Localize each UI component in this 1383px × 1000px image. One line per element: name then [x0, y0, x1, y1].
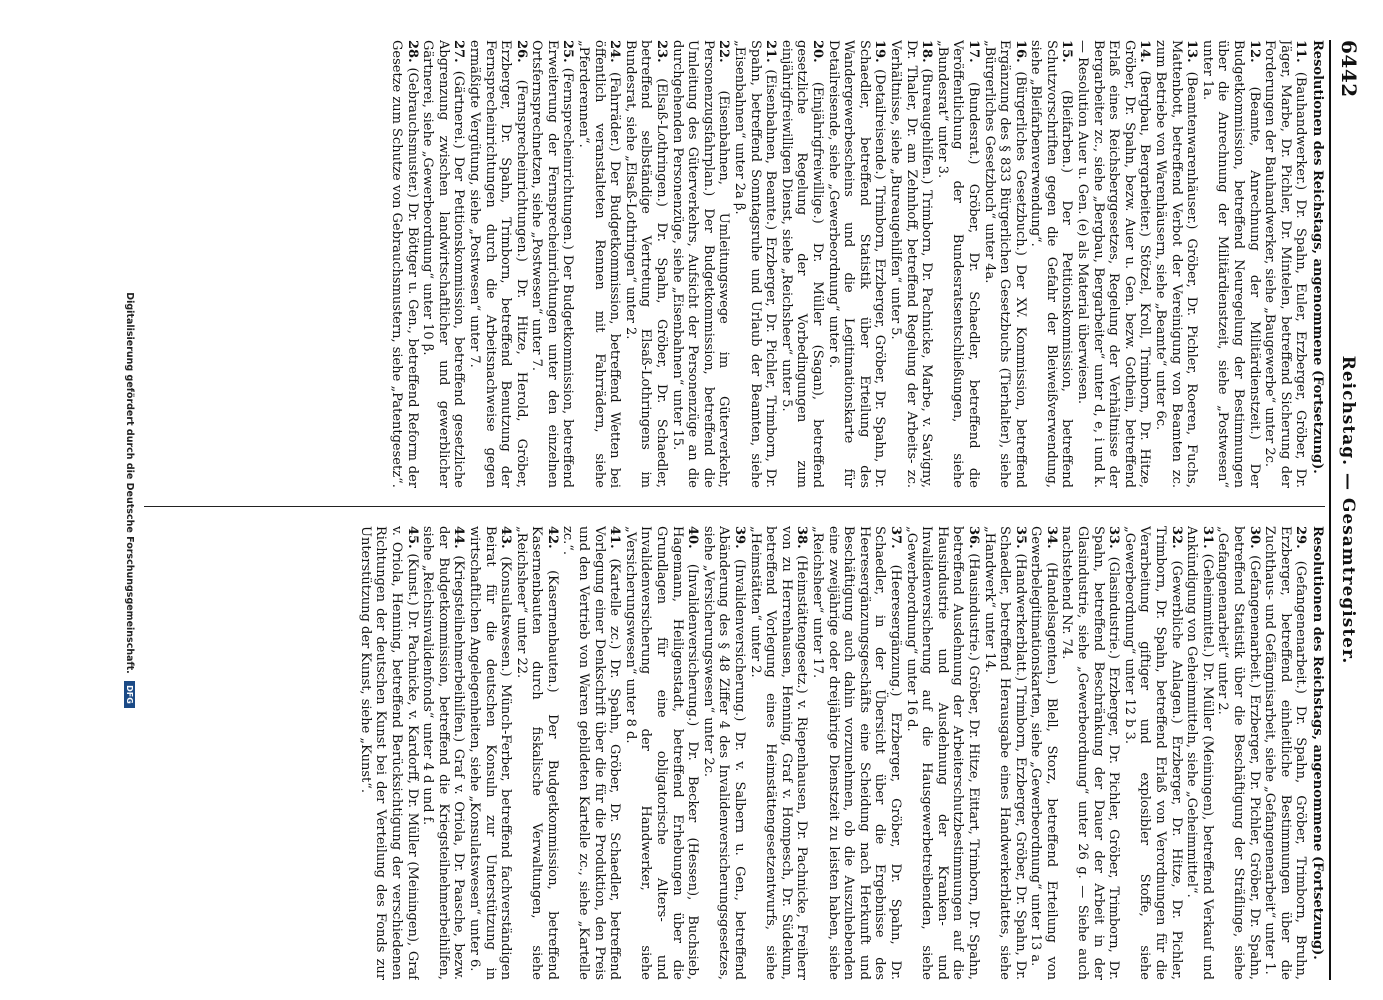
resolution-entry	[1028, 40, 1075, 488]
resolution-entry	[903, 526, 981, 980]
entry-number: 12.	[1246, 40, 1262, 63]
entry-text: (Bergbau, Bergarbeiter.) Stötzel, Kroll, Trimborn, Dr. Hitze, Gröber, Dr. Spahn, bezw. Auer u. Gen. bezw. Gothein, betreffend Erlaß eines Reichsberggesetzes, Regelung der Verhältnisse der Bergarbeiter zc., siehe „Bergbau, Bergarbeiter“ unter d, e, i und k. — Resolution Auer u. Gen. (e) als Material überwiesen.	[1075, 40, 1153, 488]
resolution-entry	[1028, 526, 1059, 980]
entry-number: 15.	[1059, 40, 1075, 63]
entry-number: 35.	[1012, 526, 1028, 549]
entry-number: 36.	[965, 526, 981, 549]
resolution-entry	[388, 40, 419, 488]
left-entry-list	[388, 40, 1308, 488]
entry-text: (Fernsprecheinrichtungen.) Der Budgetkommission, betreffend Erweiterung der Fernsprecheinrichtungen unter den einzelnen Ortsfernsprechnetzen, siehe „Postwesen“ unter 7.	[529, 40, 576, 488]
entry-text: (Elsaß-Lothringen.) Dr. Spahn, Gröber, Dr. Schaedler, betreffend selbständige Vertretung Elsaß-Lothringens im Bundesrat, siehe „Elsaß-Lothringen“ unter 2.	[622, 40, 670, 488]
column-divider	[144, 506, 1325, 507]
entry-text: (Eisenbahnen, Beamte.) Erzberger, Dr. Pichler, Trimborn, Dr. Spahn, betreffend Sonntagsruhe und Urlaub der Beamten, siehe „Eisenbahnen“ unter 2a β.	[732, 40, 779, 488]
entry-number: 33.	[1106, 526, 1122, 549]
entry-number: 18.	[919, 40, 935, 63]
entry-text: (Einjährigfreiwillige.) Dr. Müller (Sagan), betreffend gesetzliche Regelung der Vorbedingungen zum einjährigfreiwilligen Dienst, siehe „Reichsheer“ unter 5.	[778, 40, 825, 488]
resolution-entry	[466, 40, 528, 488]
entry-text: (Eisenbahnen, Umleitungswege im Güterverkehr, Personenzugsfahrplan.) Der Budgetkommission, betreffend die Umleitung des Güterverkehrs, Aufsicht der Personenzüge an die durchgehenden Personenzüge, siehe „Eisenbahnen“ unter 15.	[669, 40, 732, 488]
resolution-entry	[809, 526, 903, 980]
entry-text: (Kunst.) Dr. Pachnicke, v. Kardorff, Dr. Müller (Meiningen), Graf v. Oriola, Henning, betreffend Berücksichtigung der verschiedenen Richtungen der deutschen Kunst bei der Verteilung des Fonds zur Unterstützung der Kunst, siehe „Kunst“.	[357, 526, 420, 980]
entry-text: (Gefangenenarbeit.) Erzberger, Dr. Pichler, Gröber, Dr. Spahn, betreffend Statistik über die Beschäftigung der Sträflinge, siehe „Gefangenenarbeit“ unter 2.	[1215, 526, 1262, 980]
resolution-entry	[887, 40, 934, 488]
right-column	[144, 526, 1325, 980]
entry-number: 17.	[965, 40, 981, 63]
entry-text: (Bundesrat.) Gröber, Dr. Schaedler, betreffend die Veröffentlichung der Bundesratsentschließungen, siehe „Bundesrat“ unter 3.	[934, 40, 981, 488]
entry-number: 39.	[732, 526, 748, 549]
resolution-entry	[1184, 526, 1215, 980]
entry-number: 45.	[404, 526, 420, 549]
left-column	[144, 40, 1325, 488]
entry-number: 38.	[794, 526, 810, 549]
entry-number: 26.	[513, 40, 529, 63]
resolution-entry	[1059, 526, 1121, 980]
dfg-logo: DFG	[124, 681, 135, 708]
entry-text: (Fernsprecheinrichtungen.) Dr. Hitze, Herold, Gröber, Erzberger, Dr. Spahn, Trimborn, betreffend Benutzung der Fernsprecheinrichtungen durch die Arbeitsnachweise gegen ermäßigte Vergütung, siehe „Postwesen“ unter 7.	[466, 40, 529, 488]
entry-number: 28.	[404, 40, 420, 63]
entry-text: (Fahrräder.) Der Budgetkommission, betreffend Wetten bei öffentlich veranstalteten Rennen mit Fahrrädern, siehe „Pferderennen“.	[576, 40, 623, 488]
entry-text: (Beamtenwarenhäuser.) Gröber, Dr. Pichler, Roeren, Fuchs, Mattenbott, betreffend Verbot der Vereinigung von Beamten zc. zum Betriebe von Warenhäusern, siehe „Beamte“ unter 6c.	[1153, 40, 1200, 488]
entry-number: 11.	[1293, 40, 1309, 63]
header-rule	[1329, 40, 1331, 980]
entry-text: (Glasindustrie.) Erzberger, Dr. Pichler, Gröber, Trimborn, Dr. Spahn, betreffend Beschränkung der Dauer der Arbeit in der Glasindustrie, siehe „Gewerbeordnung“ unter 26 g. — Siehe auch nachstehend Nr. 74.	[1059, 526, 1122, 980]
resolution-entry	[1152, 40, 1199, 488]
entry-number: 21.	[763, 40, 779, 63]
entry-number: 16.	[1012, 40, 1028, 63]
resolution-entry	[1121, 526, 1183, 980]
resolution-entry	[1262, 40, 1309, 488]
entry-number: 44.	[451, 526, 467, 549]
resolution-entry	[1262, 526, 1309, 980]
entry-text: (Heimstättengesetz.) v. Riepenhausen, Dr. Pachnicke, Freiherr von zu Herrenhausen, Henning, Graf v. Hompesch, Dr. Südekum, betreffend Vorlegung eines Heimstättengesetzentwurfs, siehe „Heimstätten“ unter 2.	[747, 526, 810, 980]
resolution-entry	[825, 40, 887, 488]
entry-number: 30.	[1246, 526, 1262, 549]
entry-number: 40.	[685, 526, 701, 549]
entry-text: (Heeresergänzung.) Erzberger, Gröber, Dr. Spahn, Dr. Schaedler, in der Übersicht über die Ergebnisse des Heeresergänzungsgeschäfts eine Scheidung nach Herkunft und Beschäftigung auch dahin vorzunehmen, ob die Auszuhebenden eine zweijährige oder dreijährige Dienstzeit zu leisten haben, siehe „Reichsheer“ unter 17.	[810, 526, 903, 980]
resolution-entry	[778, 40, 825, 488]
resolution-entry	[357, 526, 419, 980]
entry-text: (Kasernenbauten.) Der Budgetkommission, betreffend Kasernenbauten durch fiskalische Verwaltungen, siehe „Reichsheer“ unter 22.	[513, 526, 560, 980]
entry-text: (Gewerbliche Anlagen.) Erzberger, Dr. Hitze, Dr. Pichler, Trimborn, Dr. Spahn, betreffend Erlaß von Verordnungen für die Verarbeitung giftiger und explosibler Stoffe, siehe „Gewerbeordnung“ unter 12 b 3.	[1121, 526, 1184, 980]
entry-number: 41.	[607, 526, 623, 549]
resolution-entry	[420, 40, 467, 488]
entry-text: (Bauhandwerker.) Dr. Spahn, Euler, Erzberger, Gröber, Dr. Jäger, Marbe, Dr. Pichler, Dr. Mintelen, betreffend Sicherung der Forderungen der Bauhandwerker, siehe „Baugewerbe“ unter 2c.	[1262, 40, 1309, 488]
page-number: 6442	[1337, 40, 1361, 98]
entry-text: (Kartelle zc.) Dr. Spahn, Gröber, Dr. Schaedler, betreffend Vorlegung einer Denkschrift über die für die Produktion, den Preis und den Vertrieb von Waren gebildeten Kartelle zc., siehe „Kartelle zc.“.	[560, 526, 623, 980]
entry-text: (Bureaugehilfen.) Trimborn, Dr. Pachnicke, Marbe, v. Savigny, Dr. Thaler, Dr. am Zehnhoff, betreffend Regelung der Arbeits- zc. Verhältnisse, siehe „Bureaugehilfen“ unter 5.	[887, 40, 935, 488]
left-column-heading: Resolutionen des Reichstags, angenommene (Fortsetzung).	[1310, 40, 1325, 474]
entry-number: 42.	[544, 526, 560, 549]
resolution-entry	[934, 40, 981, 488]
entry-number: 13.	[1184, 40, 1200, 63]
entry-text: (Beamte, Anrechnung der Militärdienstzeit.) Der Budgetkommission, betreffend Neuregelung der Bestimmungen über die Anrechnung der Militärdienstzeit, siehe „Postwesen“ unter 1a.	[1199, 40, 1262, 488]
entry-number: 24.	[607, 40, 623, 63]
entry-number: 14.	[1137, 40, 1153, 63]
resolution-entry	[466, 526, 513, 980]
entry-number: 29.	[1293, 526, 1309, 549]
entry-number: 43.	[498, 526, 514, 549]
resolution-entry	[560, 526, 622, 980]
running-title: Reichstag. — Gesamtregister.	[1338, 355, 1358, 665]
resolution-entry	[513, 526, 560, 980]
entry-text: (Konsulatswesen.) Münch-Ferber, betreffend fachverständigen Beirat für die deutschen Konsuln zur Unterstützung in wirtschaftlichen Angelegenheiten, siehe „Konsulatswesen“ unter 6.	[466, 526, 514, 980]
resolution-entry	[981, 40, 1028, 488]
entry-number: 19.	[872, 40, 888, 63]
entry-text: (Geheimmittel.) Dr. Müller (Meiningen), betreffend Verkauf und Ankündigung von Geheimmitteln, siehe „Geheimmittel“.	[1184, 526, 1215, 980]
resolution-entry	[981, 526, 1028, 980]
entry-number: 22.	[716, 40, 732, 63]
entry-number: 34.	[1043, 526, 1059, 549]
entry-text: (Gärtnerei.) Der Petitionskommission, betreffend gesetzliche Abgrenzung zwischen landwirtschaftlicher und gewerblicher Gärtnerei, siehe „Gewerbeordnung“ unter 10 β.	[420, 40, 467, 488]
entry-number: 32.	[1168, 526, 1184, 549]
resolution-entry	[700, 526, 747, 980]
right-column-heading: Resolutionen des Reichstags, angenommene (Fortsetzung).	[1310, 526, 1325, 960]
resolution-entry	[747, 526, 809, 980]
resolution-entry	[529, 40, 576, 488]
digitization-text: Digitalisierung gefördert durch die Deutsche Forschungsgemeinschaft.	[124, 292, 135, 674]
entry-text: (Kriegsteilnehmerbeihilfen.) Graf v. Oriola, Dr. Paasche, bezw. der Budgetkommission, betreffend die Kriegsteilnehmerbeihilfen, siehe „Reichsinvalidenfonds“ unter 4 d und f.	[420, 526, 467, 980]
resolution-entry	[1199, 40, 1261, 488]
right-entry-list	[357, 526, 1308, 980]
entry-text: (Invalidenversicherung.) Dr. v. Salbern u. Gen., betreffend Abänderung des § 48 Ziffer 4 des Invalidenversicherungsgesetzes, siehe „Versicherungswesen“ unter 2c.	[700, 526, 748, 980]
entry-text: (Bleifarben.) Der Petitionskommission, betreffend Schutzvorschriften gegen die Gefahr der Bleiweißverwendung, siehe „Bleifarbenverwendung“.	[1028, 40, 1075, 488]
entry-text: (Detailreisende.) Trimborn, Erzberger, Gröber, Dr. Spahn, Dr. Schaedler, betreffend Statistik über Erteilung des Wandergewerbescheins und die Legitimationskarte für Detailreisende, siehe „Gewerbeordnung“ unter 6.	[825, 40, 888, 488]
entry-text: (Invalidenversicherung.) Dr. Becker (Hessen), Buchsieb, Hagemann, Heiligenstadt, betreffend Erhebungen über die Grundlagen für eine obligatorische Alters- und Invalidenversicherung der Handwerker, siehe „Versicherungswesen“ unter 8 d.	[622, 526, 701, 980]
entry-number: 25.	[560, 40, 576, 63]
resolution-entry	[420, 526, 467, 980]
resolution-entry	[576, 40, 623, 488]
entry-number: 23.	[654, 40, 670, 63]
resolution-entry	[622, 526, 700, 980]
entry-text: (Gefangenenarbeit.) Dr. Spahn, Gröber, Trimborn, Bruhn, Erzberger, betreffend einheitliche Bestimmungen über die Zuchthaus- und Gefängnisarbeit, siehe „Gefangenenarbeit“ unter 1.	[1262, 526, 1309, 980]
entry-text: (Handelsagenten.) Blell, Storz, betreffend Erteilung von Gewerbelegitimationskarten, siehe „Gewerbeordnung“ unter 13 a.	[1028, 526, 1059, 980]
page-content	[144, 40, 1369, 980]
entry-number: 31.	[1199, 526, 1215, 549]
resolution-entry	[1075, 40, 1153, 488]
digitization-note	[124, 0, 135, 1000]
entry-text: (Handwerkerblatt.) Trimborn, Erzberger, Gröber, Dr. Spahn, Dr. Schaedler, betreffend Herausgabe eines Handwerkerblattes, siehe „Handwerk“ unter 14.	[981, 526, 1028, 980]
resolution-entry	[731, 40, 778, 488]
entry-number: 27.	[451, 40, 467, 63]
running-head	[1335, 40, 1361, 980]
resolution-entry	[669, 40, 731, 488]
resolution-entry	[622, 40, 669, 488]
entry-number: 20.	[810, 40, 825, 63]
resolution-entry	[1215, 526, 1262, 980]
entry-text: (Bürgerliches Gesetzbuch.) Der XV. Kommission, betreffend Ergänzung des § 833 Bürgerlichen Gesetzbuchs (Tierhalter), siehe „Bürgerliches Gesetzbuch“ unter 4a.	[981, 40, 1028, 488]
entry-number: 37.	[887, 526, 903, 549]
entry-text: (Hausindustrie.) Gröber, Dr. Hitze, Eittart, Trimborn, Dr. Spahn, betreffend Ausdehnung der Arbeiterschutzbestimmungen auf die Hausindustrie und Ausdehnung der Kranken- und Invalidenversicherung auf die Hausgewerbetreibenden, siehe „Gewerbeordnung“ unter 16 d.	[903, 526, 981, 980]
entry-text: (Gebrauchsmuster.) Dr. Böttger u. Gen., betreffend Reform der Gesetze zum Schutze von Gebrauchsmustern, siehe „Patentgesetz“.	[388, 40, 420, 488]
